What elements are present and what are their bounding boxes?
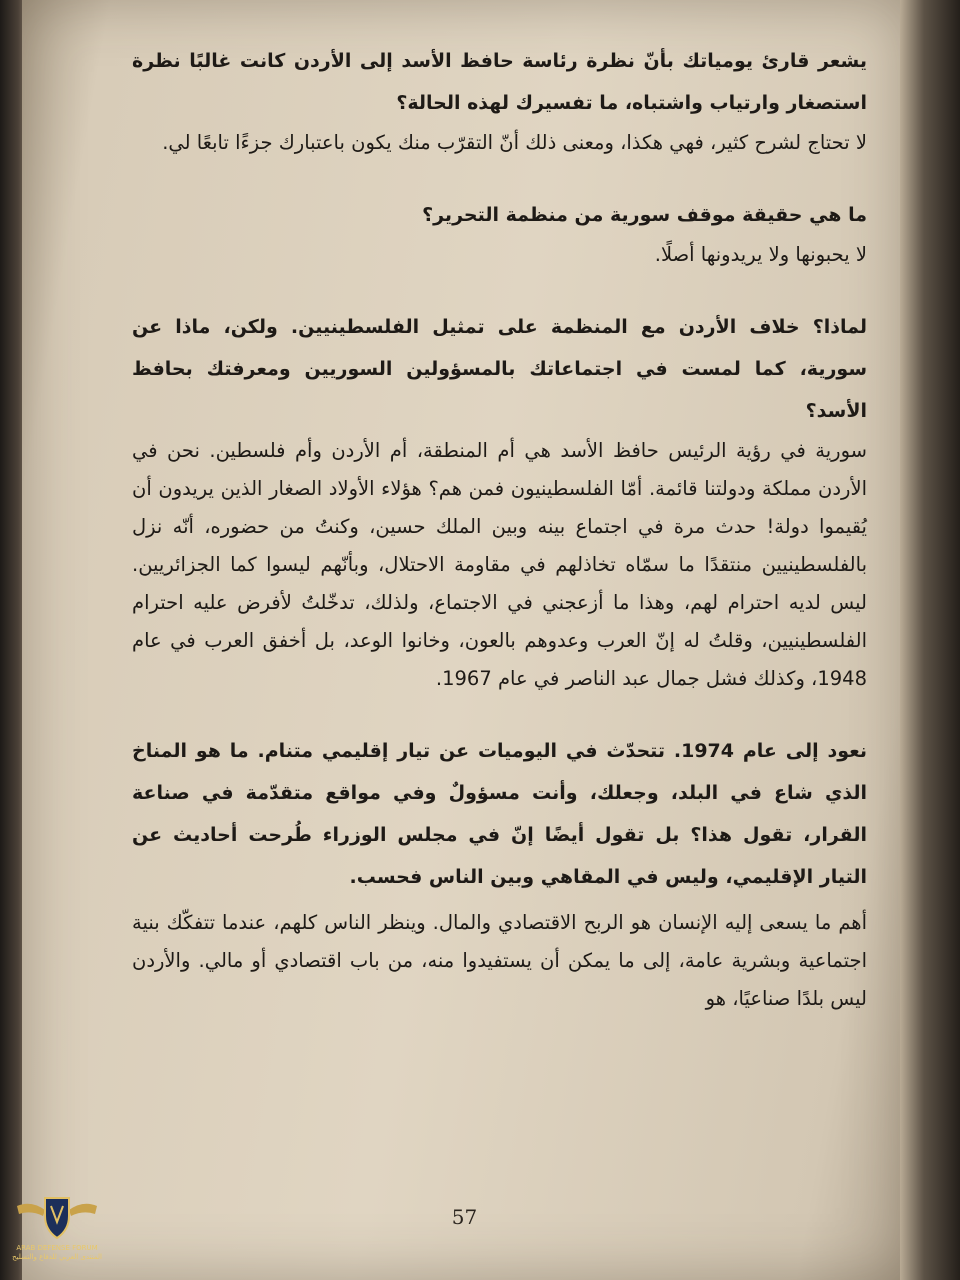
book-page [22,0,907,1280]
answer-paragraph: لا يحبونها ولا يريدونها أصلًا. [654,243,867,266]
shield-wings-icon [9,1192,105,1244]
answer-paragraph: أهم ما يسعى إليه الإنسان هو الربح الاقتصادي والمال. وينظر الناس كلهم، عندما تتفكّك بنية اجتماعية وبشرية عامة، إلى ما يمكن أن يستفيدوا منه، من باب اقتصادي أو مالي. والأردن ليس بلدًا صناعيًا، هو [132,911,867,1010]
answer-paragraph: لا تحتاج لشرح كثير، فهي هكذا، ومعنى ذلك أنّ التقرّب منك يكون باعتبارك جزءًا تابعًا لي. [162,131,867,154]
forum-watermark-logo [2,1192,112,1280]
watermark-text-ar: المنتدى العربي للدفاع والتسليح [12,1253,102,1261]
question-paragraph: يشعر قارئ يومياتك بأنّ نظرة رئاسة حافظ الأسد إلى الأردن كانت غالبًا نظرة استصغار وارتياب واشتباه، ما تفسيرك لهذه الحالة؟ [132,50,867,114]
page-body [132,40,867,1018]
question-paragraph: نعود إلى عام 1974. تتحدّث في اليوميات عن تيار إقليمي متنام. ما هو المناخ الذي شاع في البلد، وجعلك، وأنت مسؤولٌ وفي مواقع متقدّمة في صناعة القرار، تقول هذا؟ بل تقول أيضًا إنّ في مجلس الوزراء طُرحت أحاديث عن التيار الإقليمي، وليس في المقاهي وبين الناس فحسب. [132,740,867,888]
question-paragraph: لماذا؟ خلاف الأردن مع المنظمة على تمثيل الفلسطينيين. ولكن، ماذا عن سورية، كما لمست في اجتماعاتك بالمسؤولين السوريين ومعرفتك بحافظ الأسد؟ [132,316,867,422]
answer-paragraph: سورية في رؤية الرئيس حافظ الأسد هي أم المنطقة، أم الأردن وأم فلسطين. نحن في الأردن مملكة ودولتنا قائمة. أمّا الفلسطينيون فمن هم؟ هؤلاء الأولاد الصغار الذين يريدون أن يُقيموا دولة! حدث مرة في اجتماع بينه وبين الملك حسين، وكنتُ من حضوره، أنّه نزل بالفلسطينيين منتقدًا ما سمّاه تخاذلهم في مقاومة الاحتلال، وبأنّهم ليسوا كما الجزائريين. ليس لديه احترام لهم، وهذا ما أزعجني في الاجتماع، ولذلك، تدخّلتُ لأفرض عليه احترام الفلسطينيين، وقلتُ له إنّ العرب وعدوهم بالعون، وخانوا الوعد، بل أخفق العرب في عام 1948، وكذلك فشل جمال عبد الناصر في عام 1967. [132,439,867,690]
question-paragraph: ما هي حقيقة موقف سورية من منظمة التحرير؟ [422,204,867,226]
book-spine-right [900,0,960,1280]
watermark-text-en: ARAB DEFENSE FORUM [16,1244,98,1252]
page-number: 57 [451,1205,478,1229]
